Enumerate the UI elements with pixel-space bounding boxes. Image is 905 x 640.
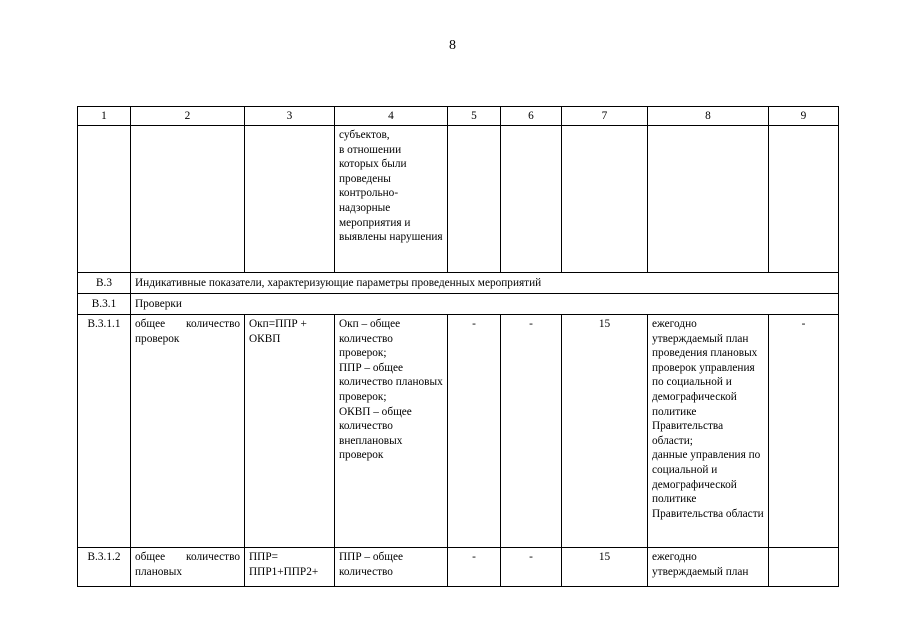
cell-empty <box>448 126 501 273</box>
row-code: В.3.1.2 <box>78 548 131 587</box>
cell-col5: - <box>448 315 501 548</box>
cell-empty <box>131 126 245 273</box>
indicator-name: общее количество плановых <box>131 548 245 587</box>
indicator-name: общее количество проверок <box>131 315 245 548</box>
section-title: Индикативные показатели, характеризующие параметры проведенных мероприятий <box>131 273 839 294</box>
header-cell-2: 2 <box>131 107 245 126</box>
header-cell-1: 1 <box>78 107 131 126</box>
table-row-b312 <box>78 548 839 587</box>
header-cell-9: 9 <box>769 107 839 126</box>
data-source: ежегодно утверждаемый план проведения плановых проверок управления по социальной и демографической политике Правительства области; данные управления по социальной и демографической политике Правительства области <box>648 315 769 548</box>
cell-col9: - <box>769 315 839 548</box>
indicator-formula: Окп=ППР + ОКВП <box>245 315 335 548</box>
header-row <box>78 107 839 126</box>
header-cell-8: 8 <box>648 107 769 126</box>
cell-col6: - <box>501 315 562 548</box>
header-cell-6: 6 <box>501 107 562 126</box>
section-code: В.3 <box>78 273 131 294</box>
cell-empty <box>562 126 648 273</box>
cell-col5: - <box>448 548 501 587</box>
header-cell-5: 5 <box>448 107 501 126</box>
cell-empty <box>245 126 335 273</box>
cell-col7: 15 <box>562 548 648 587</box>
section-row-b31 <box>78 294 839 315</box>
cell-empty <box>78 126 131 273</box>
row-code: В.3.1.1 <box>78 315 131 548</box>
section-code: В.3.1 <box>78 294 131 315</box>
header-cell-3: 3 <box>245 107 335 126</box>
header-cell-7: 7 <box>562 107 648 126</box>
cell-col6: - <box>501 548 562 587</box>
indicator-formula: ППР= ППР1+ППР2+ <box>245 548 335 587</box>
data-source: ежегодно утверждаемый план <box>648 548 769 587</box>
page-number: 8 <box>449 38 456 53</box>
section-row-b3 <box>78 273 839 294</box>
indicators-table <box>77 106 839 587</box>
indicator-description: ППР – общее количество <box>335 548 448 587</box>
continuation-description: субъектов, в отношении которых были проведены контрольно-надзорные мероприятия и выявлены нарушения <box>335 126 448 273</box>
indicator-description: Окп – общее количество проверок; ППР – общее количество плановых проверок; ОКВП – общее количество внеплановых проверок <box>335 315 448 548</box>
cell-empty <box>769 126 839 273</box>
section-title: Проверки <box>131 294 839 315</box>
continuation-row <box>78 126 839 273</box>
cell-empty <box>648 126 769 273</box>
header-cell-4: 4 <box>335 107 448 126</box>
cell-col9 <box>769 548 839 587</box>
cell-col7: 15 <box>562 315 648 548</box>
cell-empty <box>501 126 562 273</box>
table-row-b311 <box>78 315 839 548</box>
